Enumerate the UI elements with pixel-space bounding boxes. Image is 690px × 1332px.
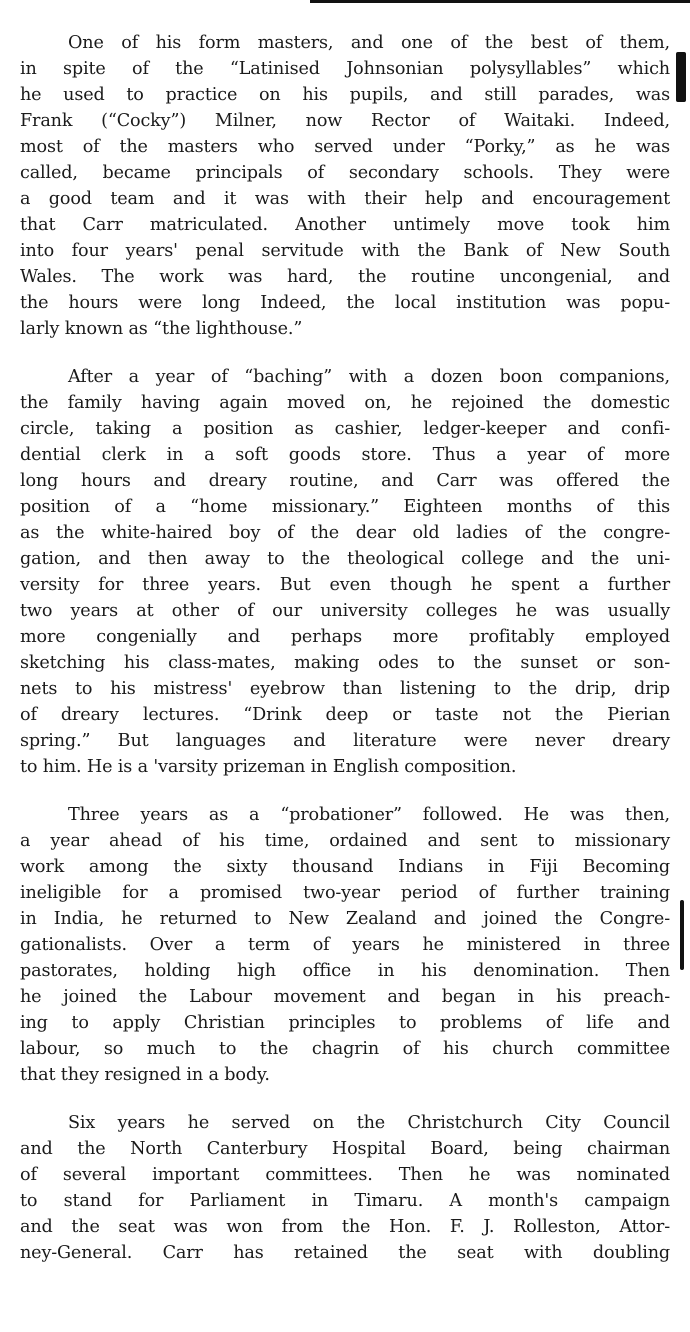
text-line: sketching his class-mates, making odes to the sunset or son-	[20, 653, 670, 673]
text-line: Six years he served on the Christchurch City Council	[68, 1113, 670, 1133]
text-line: circle, taking a position as cashier, ledger-keeper and confi-	[20, 419, 670, 439]
paragraph-1	[20, 30, 670, 342]
text-line: that they resigned in a body.	[20, 1065, 270, 1085]
text-line: in India, he returned to New Zealand and joined the Congre-	[20, 909, 670, 929]
text-line: and the seat was won from the Hon. F. J. Rolleston, Attor-	[20, 1217, 670, 1237]
text-line: a good team and it was with their help and encouragement	[20, 189, 670, 209]
text-line: ineligible for a promised two-year period of further training	[20, 883, 670, 903]
text-line: into four years' penal servitude with the Bank of New South	[20, 241, 670, 261]
text-line: long hours and dreary routine, and Carr was offered the	[20, 471, 670, 491]
text-line: pastorates, holding high office in his denomination. Then	[20, 961, 670, 981]
text-line: spring.” But languages and literature were never dreary	[20, 731, 670, 751]
text-line: ing to apply Christian principles to problems of life and	[20, 1013, 670, 1033]
text-line: dential clerk in a soft goods store. Thus a year of more	[20, 445, 670, 465]
text-line: After a year of “baching” with a dozen boon companions,	[68, 367, 670, 387]
text-line: he used to practice on his pupils, and still parades, was	[20, 85, 670, 105]
text-line: most of the masters who served under “Porky,” as he was	[20, 137, 670, 157]
text-line: versity for three years. But even though he spent a further	[20, 575, 670, 595]
text-line: ney-General. Carr has retained the seat with doubling	[20, 1243, 670, 1263]
text-line: One of his form masters, and one of the best of them,	[68, 33, 670, 53]
text-line: in spite of the “Latinised Johnsonian polysyllables” which	[20, 59, 670, 79]
text-line: two years at other of our university colleges he was usually	[20, 601, 670, 621]
text-line: and the North Canterbury Hospital Board, being chairman	[20, 1139, 670, 1159]
text-line: more congenially and perhaps more profitably employed	[20, 627, 670, 647]
text-line: gationalists. Over a term of years he ministered in three	[20, 935, 670, 955]
text-line: nets to his mistress' eyebrow than listening to the drip, drip	[20, 679, 670, 699]
text-line: that Carr matriculated. Another untimely move took him	[20, 215, 670, 235]
text-line: of several important committees. Then he was nominated	[20, 1165, 670, 1185]
paragraph-3	[20, 802, 670, 1088]
text-line: to him. He is a 'varsity prizeman in English composition.	[20, 757, 517, 777]
paragraph-4	[20, 1110, 670, 1266]
text-line: the family having again moved on, he rejoined the domestic	[20, 393, 670, 413]
ink-blot-mark	[676, 52, 686, 102]
text-line: called, became principals of secondary schools. They were	[20, 163, 670, 183]
text-line: the hours were long Indeed, the local institution was popu-	[20, 293, 670, 313]
text-line: labour, so much to the chagrin of his church committee	[20, 1039, 670, 1059]
paragraph-2	[20, 364, 670, 780]
text-line: he joined the Labour movement and began in his preach-	[20, 987, 670, 1007]
text-line: Wales. The work was hard, the routine uncongenial, and	[20, 267, 670, 287]
text-line: position of a “home missionary.” Eighteen months of this	[20, 497, 670, 517]
text-line: of dreary lectures. “Drink deep or taste not the Pierian	[20, 705, 670, 725]
text-line: gation, and then away to the theological college and the uni-	[20, 549, 670, 569]
article-column	[20, 30, 670, 1288]
text-line: Frank (“Cocky”) Milner, now Rector of Waitaki. Indeed,	[20, 111, 670, 131]
text-line: a year ahead of his time, ordained and sent to missionary	[20, 831, 670, 851]
text-line: as the white-haired boy of the dear old ladies of the congre-	[20, 523, 670, 543]
text-line: Three years as a “probationer” followed. He was then,	[68, 805, 670, 825]
text-line: to stand for Parliament in Timaru. A month's campaign	[20, 1191, 670, 1211]
text-line: larly known as “the lighthouse.”	[20, 319, 303, 339]
text-line: work among the sixty thousand Indians in Fiji Becoming	[20, 857, 670, 877]
top-column-rule	[310, 0, 690, 3]
ink-blot-mark	[680, 900, 684, 970]
